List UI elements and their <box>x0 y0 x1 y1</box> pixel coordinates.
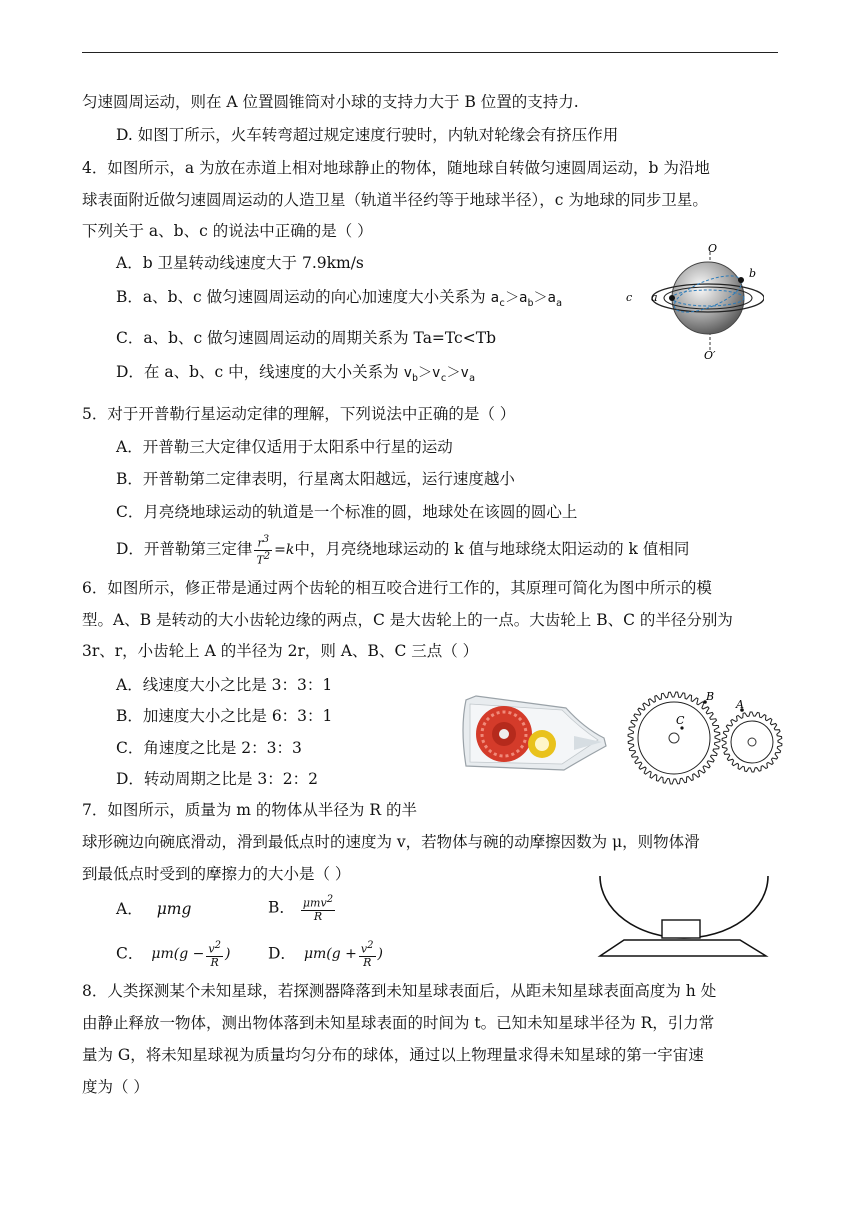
fig-label-b: b <box>749 267 757 280</box>
q7-stem-line3: 到最低点时受到的摩擦力的大小是（ ） <box>82 865 351 883</box>
q7-option-c-label: C． <box>116 944 144 963</box>
q5-option-a: A．开普勒三大定律仅适用于太阳系中行星的运动 <box>116 438 453 456</box>
q4-option-c: C．a、b、c 做匀速圆周运动的周期关系为 Ta=Tc<Tb <box>116 329 496 347</box>
q7-option-d-label: D． <box>268 944 296 963</box>
q8-stem-line3: 量为 G，将未知星球视为质量均匀分布的球体，通过以上物理量求得未知星球的第一宇宙速 <box>82 1046 704 1064</box>
fig-label-c: c <box>626 291 633 304</box>
kepler-formula: $\frac{r^3}{T^2}$ <box>256 534 271 567</box>
small-gear-inner-ring <box>731 721 773 763</box>
bowl-diagram <box>590 872 780 962</box>
gear-diagram <box>622 686 784 786</box>
q6-stem-line1: 6．如图所示，修正带是通过两个齿轮的相互咬合进行工作的，其原理可简化为图中所示的模 <box>82 579 712 597</box>
q7-option-a <box>116 899 191 919</box>
q7-option-d-formula: μm(g + $\frac{v^2}{R}$ ) <box>303 940 383 969</box>
q5-option-c: C．月亮绕地球运动的轨道是一个标准的圆，地球处在该圆的圆心上 <box>116 503 578 521</box>
q4-option-b <box>116 287 562 314</box>
q5-stem: 5．对于开普勒行星运动定律的理解，下列说法中正确的是（ ） <box>82 405 516 423</box>
q4-stem-line3: 下列关于 a、b、c 的说法中正确的是（ ） <box>82 222 373 240</box>
q4-stem-line2: 球表面附近做匀速圆周运动的人造卫星（轨道半径约等于地球半径），c 为地球的同步卫星。 <box>82 191 708 209</box>
q3-continuation: 匀速圆周运动，则在 A 位置圆锥筒对小球的支持力大于 B 位置的支持力. <box>82 93 579 111</box>
big-gear-outline <box>628 692 720 784</box>
q6-option-b: B．加速度大小之比是 6：3：1 <box>116 707 333 725</box>
header-rule <box>82 52 778 53</box>
q7-option-d <box>268 940 383 969</box>
q4-option-b-text: B．a、b、c 做匀速圆周运动的向心加速度大小关系为 <box>116 288 491 306</box>
q6-stem-line2: 型。A、B 是转动的大小齿轮边缘的两点，C 是大齿轮上的一点。大齿轮上 B、C 的半径分别为 <box>82 611 733 629</box>
earth-orbit-figure <box>624 242 764 360</box>
q7-stem-line1: 7．如图所示，质量为 m 的物体从半径为 R 的半 <box>82 801 417 819</box>
q5-option-d-text-post: 中，月亮绕地球运动的 k 值与地球绕太阳运动的 k 值相同 <box>294 540 690 559</box>
q7-option-a-label: A． <box>116 900 143 918</box>
big-gear <box>628 692 720 784</box>
q7-option-c <box>116 940 230 969</box>
q7-option-a-formula: μmg <box>156 900 192 918</box>
q4-option-d-text: D．在 a、b、c 中，线速度的大小关系为 <box>116 363 404 381</box>
q8-stem-line4: 度为（ ） <box>82 1078 149 1096</box>
small-gear <box>722 712 782 772</box>
q8-stem-line1: 8．人类探测某个未知星球，若探测器降落到未知星球表面后，从距未知星球表面高度为 h 处 <box>82 982 717 1000</box>
q5-option-d: D．开普勒第三定律 $\frac{r^3}{T^2}$ =k中，月亮绕地球运动的 k 值与地球绕太阳运动的 k 值相同 <box>116 534 690 567</box>
fig-label-o: O <box>708 242 718 255</box>
q4-option-a: A．b 卫星转动线速度大于 7.9km/s <box>116 254 364 272</box>
q4-option-d <box>116 362 475 389</box>
gear-label-b: B <box>706 690 715 703</box>
q5-option-d-text-pre: D．开普勒第三定律 <box>116 540 253 559</box>
q8-stem-line2: 由静止释放一物体，测出物体落到未知星球表面的时间为 t。已知未知星球半径为 R，引力常 <box>82 1014 715 1032</box>
q7-option-b-formula: $\frac{\mu mv^2}{R}$ <box>302 894 334 923</box>
q7-option-b-label: B． <box>268 898 295 917</box>
q7-option-c-formula: μm(g − $\frac{v^2}{R}$ ) <box>151 940 231 969</box>
q6-stem-line3: 3r、r，小齿轮上 A 的半径为 2r，则 A、B、C 三点（ ） <box>82 642 479 660</box>
fig-label-o-prime: O′ <box>704 349 716 360</box>
big-gear-inner-ring <box>638 702 710 774</box>
q6-option-a: A．线速度大小之比是 3：3：1 <box>116 676 333 694</box>
q7-stem-line2: 球形碗边向碗底滑动，滑到最低点时的速度为 v，若物体与碗的动摩擦因数为 μ，则物体滑 <box>82 833 700 851</box>
q4-option-d-formula: $v_b>v_c>v_a$ <box>403 365 475 384</box>
gear-label-c: C <box>676 714 685 727</box>
q6-option-c: C．角速度之比是 2：3：3 <box>116 739 302 757</box>
gear-label-a: A <box>736 698 744 711</box>
q6-option-d: D．转动周期之比是 3：2：2 <box>116 770 318 788</box>
q3-option-d: D. 如图丁所示，火车转弯超过规定速度行驶时，内轨对轮缘会有挤压作用 <box>116 126 619 144</box>
q7-option-b <box>268 894 337 923</box>
q4-option-b-formula: $a_c>a_b>a_a$ <box>490 290 562 309</box>
fig-label-a: a <box>651 291 658 304</box>
correction-tape-photo <box>456 688 616 778</box>
q4-stem-line1: 4．如图所示，a 为放在赤道上相对地球静止的物体，随地球自转做匀速圆周运动，b 为沿地 <box>82 159 710 177</box>
q5-option-b: B．开普勒第二定律表明，行星离太阳越远，运行速度越小 <box>116 470 515 488</box>
